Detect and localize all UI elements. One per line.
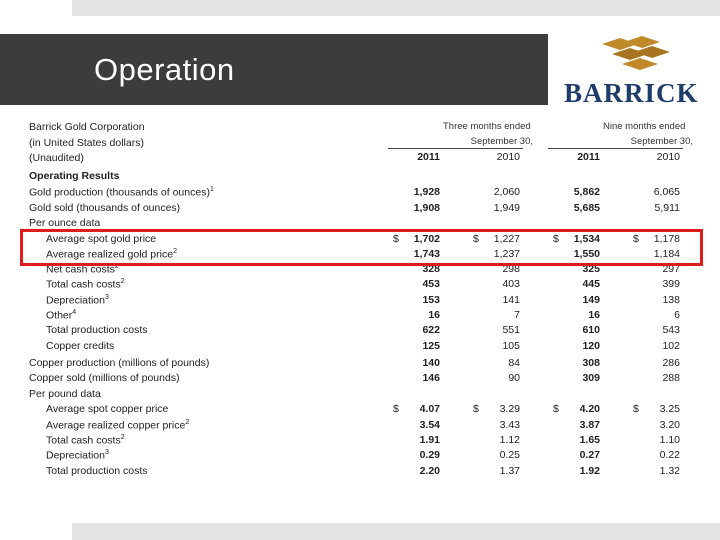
table-cell: 308	[582, 356, 600, 369]
table-cell: 328	[422, 263, 440, 276]
footnote-marker: 2	[120, 434, 125, 441]
table-cell: 149	[582, 293, 600, 306]
table-cell: 141	[502, 293, 520, 306]
table-cell: 445	[582, 278, 600, 291]
row-label: Copper production (millions of pounds)	[29, 356, 210, 369]
footnote-marker: 2	[120, 278, 125, 286]
table-cell: 3.25	[659, 403, 680, 416]
table-cell: 2,060	[493, 186, 520, 198]
table-cell: 16	[428, 309, 440, 321]
footnote-marker: 3	[104, 293, 109, 301]
table-cell: 622	[422, 324, 440, 337]
table-cell: 7	[514, 309, 520, 321]
table-cell: 3.54	[419, 418, 440, 431]
table-cell: 3.29	[499, 403, 520, 416]
footnote-marker: 3	[104, 449, 109, 457]
table-cell: 90	[508, 372, 520, 385]
dollar-sign: $	[473, 403, 479, 416]
slide-title: Operation	[94, 52, 235, 87]
period-date: September 30,	[470, 136, 533, 147]
table-cell: 403	[502, 278, 520, 291]
table-cell: 5,685	[573, 201, 600, 214]
dollar-sign: $	[633, 232, 639, 245]
row-label: Average spot gold price	[46, 232, 157, 245]
row-label: Total cash costs$^2$	[46, 278, 125, 291]
report-header-line: (Unaudited)	[29, 152, 84, 164]
table-cell: 1,743	[413, 247, 440, 260]
table-cell: 543	[662, 324, 680, 337]
table-cell: 153	[422, 293, 440, 306]
report-header-line: (in United States dollars)	[29, 136, 144, 149]
section-heading: Per pound data	[29, 387, 101, 400]
row-label: Gold production (thousands of ounces)$^1$	[29, 186, 214, 199]
table-cell: 3.43	[499, 418, 520, 431]
table-cell: 1,928	[413, 186, 440, 198]
table-cell: 1,184	[653, 247, 680, 260]
table-cell: 1,908	[413, 201, 440, 214]
table-cell: 1.37	[499, 464, 520, 477]
table-cell: 6	[674, 309, 680, 321]
table-cell: 1.12	[499, 434, 520, 446]
table-cell: 551	[502, 324, 520, 337]
dollar-sign: $	[553, 232, 559, 245]
table-cell: 325	[582, 263, 600, 276]
row-label: Gold sold (thousands of ounces)	[29, 201, 181, 214]
footnote-marker: 2	[114, 263, 119, 271]
dollar-sign: $	[633, 403, 639, 416]
report-header-line: Barrick Gold Corporation	[29, 121, 145, 133]
table-cell: 0.25	[499, 449, 520, 462]
table-cell: 0.27	[579, 449, 600, 462]
header-rule	[548, 148, 683, 149]
row-label: Copper credits	[46, 339, 115, 352]
table-cell: 0.29	[419, 449, 440, 462]
table-cell: 5,911	[654, 201, 680, 214]
row-label: Average realized copper price$^2$	[46, 418, 190, 432]
table-cell: 120	[582, 339, 600, 352]
table-cell: 84	[508, 356, 520, 369]
row-label: Average realized gold price$^2$	[46, 247, 177, 261]
table-cell: 1.10	[659, 434, 680, 446]
year-header: 2010	[656, 151, 680, 163]
table-cell: 1,702	[413, 232, 440, 245]
table-cell: 5,862	[573, 186, 600, 198]
table-cell: 1,227	[493, 232, 520, 245]
table-cell: 138	[662, 293, 680, 306]
table-cell: 298	[502, 263, 520, 276]
table-cell: 16	[588, 309, 600, 321]
table-cell: 297	[662, 263, 680, 276]
table-cell: 1,949	[493, 201, 520, 214]
row-label: Total production costs	[46, 324, 148, 337]
logo-wordmark: BARRICK	[564, 78, 699, 108]
row-label: Total production costs	[46, 464, 148, 477]
bottom-decor-bar	[72, 523, 720, 540]
dollar-sign: $	[393, 403, 399, 416]
footnote-marker: 1	[209, 186, 214, 193]
footnote-marker: 2	[173, 247, 177, 255]
table-cell: 146	[422, 372, 440, 385]
table-cell: 286	[662, 356, 680, 369]
table-cell: 399	[662, 278, 680, 291]
table-cell: 0.22	[659, 449, 680, 462]
table-cell: 309	[582, 372, 600, 385]
table-cell: 4.07	[419, 403, 440, 416]
year-header: 2010	[496, 151, 520, 163]
table-cell: 105	[502, 339, 520, 352]
table-cell: 3.87	[579, 418, 600, 431]
table-cell: 140	[422, 356, 440, 369]
year-header: 2011	[577, 151, 600, 163]
dollar-sign: $	[473, 232, 479, 245]
year-header: 2011	[417, 151, 440, 163]
table-cell: 6,065	[653, 186, 680, 198]
highlight-box	[20, 229, 703, 266]
footnote-marker: 2	[185, 418, 190, 426]
period-header: Three months ended	[443, 121, 531, 132]
period-date: September 30,	[630, 136, 693, 147]
row-label: Depreciation$^3$	[46, 293, 109, 307]
table-cell: 288	[662, 372, 680, 385]
table-cell: 125	[422, 339, 440, 352]
table-cell: 1.65	[579, 434, 600, 446]
table-cell: 102	[662, 339, 680, 352]
table-cell: 3.20	[659, 418, 680, 431]
row-label: Net cash costs$^2$	[46, 263, 119, 276]
table-cell: 610	[582, 324, 600, 337]
section-heading: Per ounce data	[29, 217, 101, 229]
table-cell: 453	[422, 278, 440, 291]
table-cell: 1,550	[573, 247, 600, 260]
header-rule	[388, 148, 523, 149]
table-cell: 2.20	[419, 464, 440, 477]
dollar-sign: $	[393, 232, 399, 245]
table-cell: 4.20	[579, 403, 600, 416]
dollar-sign: $	[553, 403, 559, 416]
section-heading: Operating Results	[29, 170, 120, 182]
footnote-marker: 4	[72, 309, 77, 316]
table-cell: 1.91	[419, 434, 440, 446]
table-cell: 1.92	[579, 464, 600, 477]
period-header: Nine months ended	[603, 121, 686, 132]
row-label: Other$^4$	[46, 309, 77, 322]
table-cell: 1.32	[659, 464, 680, 477]
table-cell: 1,178	[653, 232, 680, 245]
row-label: Total cash costs$^2$	[46, 434, 125, 447]
row-label: Average spot copper price	[46, 403, 169, 416]
row-label: Depreciation$^3$	[46, 449, 109, 462]
table-cell: 1,237	[493, 247, 520, 260]
table-cell: 1,534	[573, 232, 600, 245]
row-label: Copper sold (millions of pounds)	[29, 372, 180, 385]
